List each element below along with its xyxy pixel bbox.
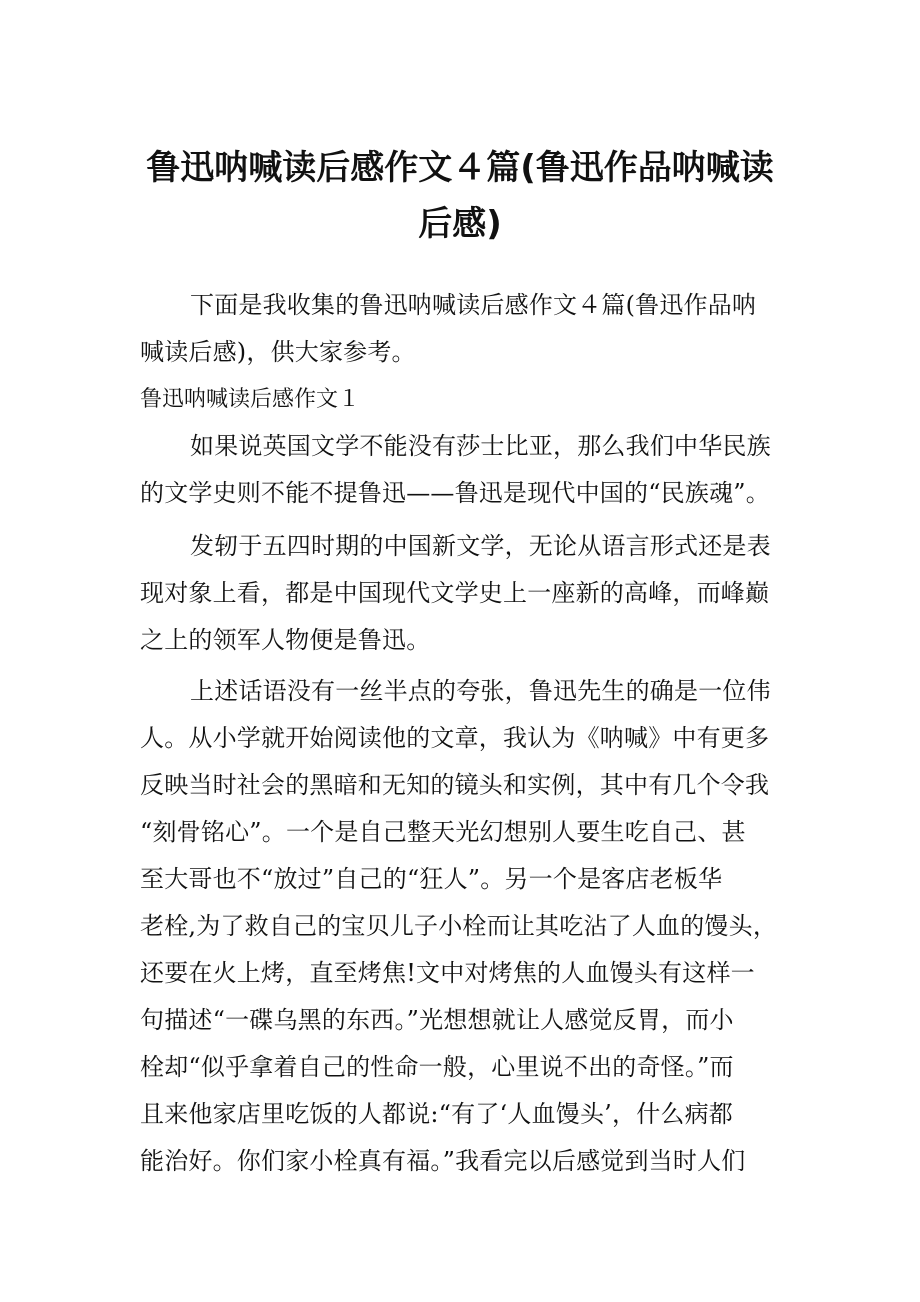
text-line: 还要在火上烤，直至烤焦!文中对烤焦的人血馒头有这样一 bbox=[140, 959, 755, 987]
text-line: 如果说英国文学不能没有莎士比亚，那么我们中华民族 bbox=[190, 432, 771, 460]
text-line: 栓却“似乎拿着自己的性命一般，心里说不出的奇怪。”而 bbox=[140, 1053, 734, 1081]
paragraph-1 bbox=[140, 423, 790, 517]
text-line: 至大哥也不“放过”自己的“狂人”。另一个是客店老板华 bbox=[140, 865, 723, 893]
text-line: 下面是我收集的鲁迅呐喊读后感作文４篇(鲁迅作品呐 bbox=[190, 291, 757, 319]
text-line: 之上的领军人物便是鲁迅。 bbox=[140, 626, 431, 654]
text-line: 现对象上看，都是中国现代文学史上一座新的高峰，而峰巅 bbox=[140, 579, 770, 607]
paragraph-2 bbox=[140, 523, 790, 664]
text-line: 能治好。你们家小栓真有福。”我看完以后感觉到当时人们 bbox=[140, 1147, 746, 1175]
intro-paragraph bbox=[140, 282, 790, 376]
title-line: 鲁迅呐喊读后感作文４篇(鲁迅作品呐喊读 bbox=[146, 148, 774, 188]
text-line: 的文学史则不能不提鲁迅——鲁迅是现代中国的“民族魂”。 bbox=[140, 479, 770, 507]
document-title bbox=[110, 140, 810, 252]
text-line: 反映当时社会的黑暗和无知的镜头和实例，其中有几个令我 bbox=[140, 771, 770, 799]
text-line: 发轫于五四时期的中国新文学，无论从语言形式还是表 bbox=[190, 532, 771, 560]
text-line: 喊读后感)，供大家参考。 bbox=[140, 338, 416, 366]
text-line: “刻骨铭心”。一个是自己整天光幻想别人要生吃自己、甚 bbox=[140, 818, 746, 846]
text-line: 且来他家店里吃饭的人都说:“有了‘人血馒头’，什么病都 bbox=[140, 1100, 734, 1128]
text-line: 句描述“一碟乌黑的东西。”光想想就让人感觉反胃，而小 bbox=[140, 1006, 734, 1034]
title-line: 后感) bbox=[418, 204, 502, 244]
paragraph-3 bbox=[140, 668, 790, 1185]
section-heading: 鲁迅呐喊读后感作文１ bbox=[140, 387, 361, 412]
text-line: 老栓,为了救自己的宝贝儿子小栓而让其吃沾了人血的馒头， bbox=[140, 912, 778, 940]
text-line: 上述话语没有一丝半点的夸张，鲁迅先生的确是一位伟 bbox=[190, 677, 771, 705]
text-line: 人。从小学就开始阅读他的文章，我认为《呐喊》中有更多 bbox=[140, 724, 770, 752]
